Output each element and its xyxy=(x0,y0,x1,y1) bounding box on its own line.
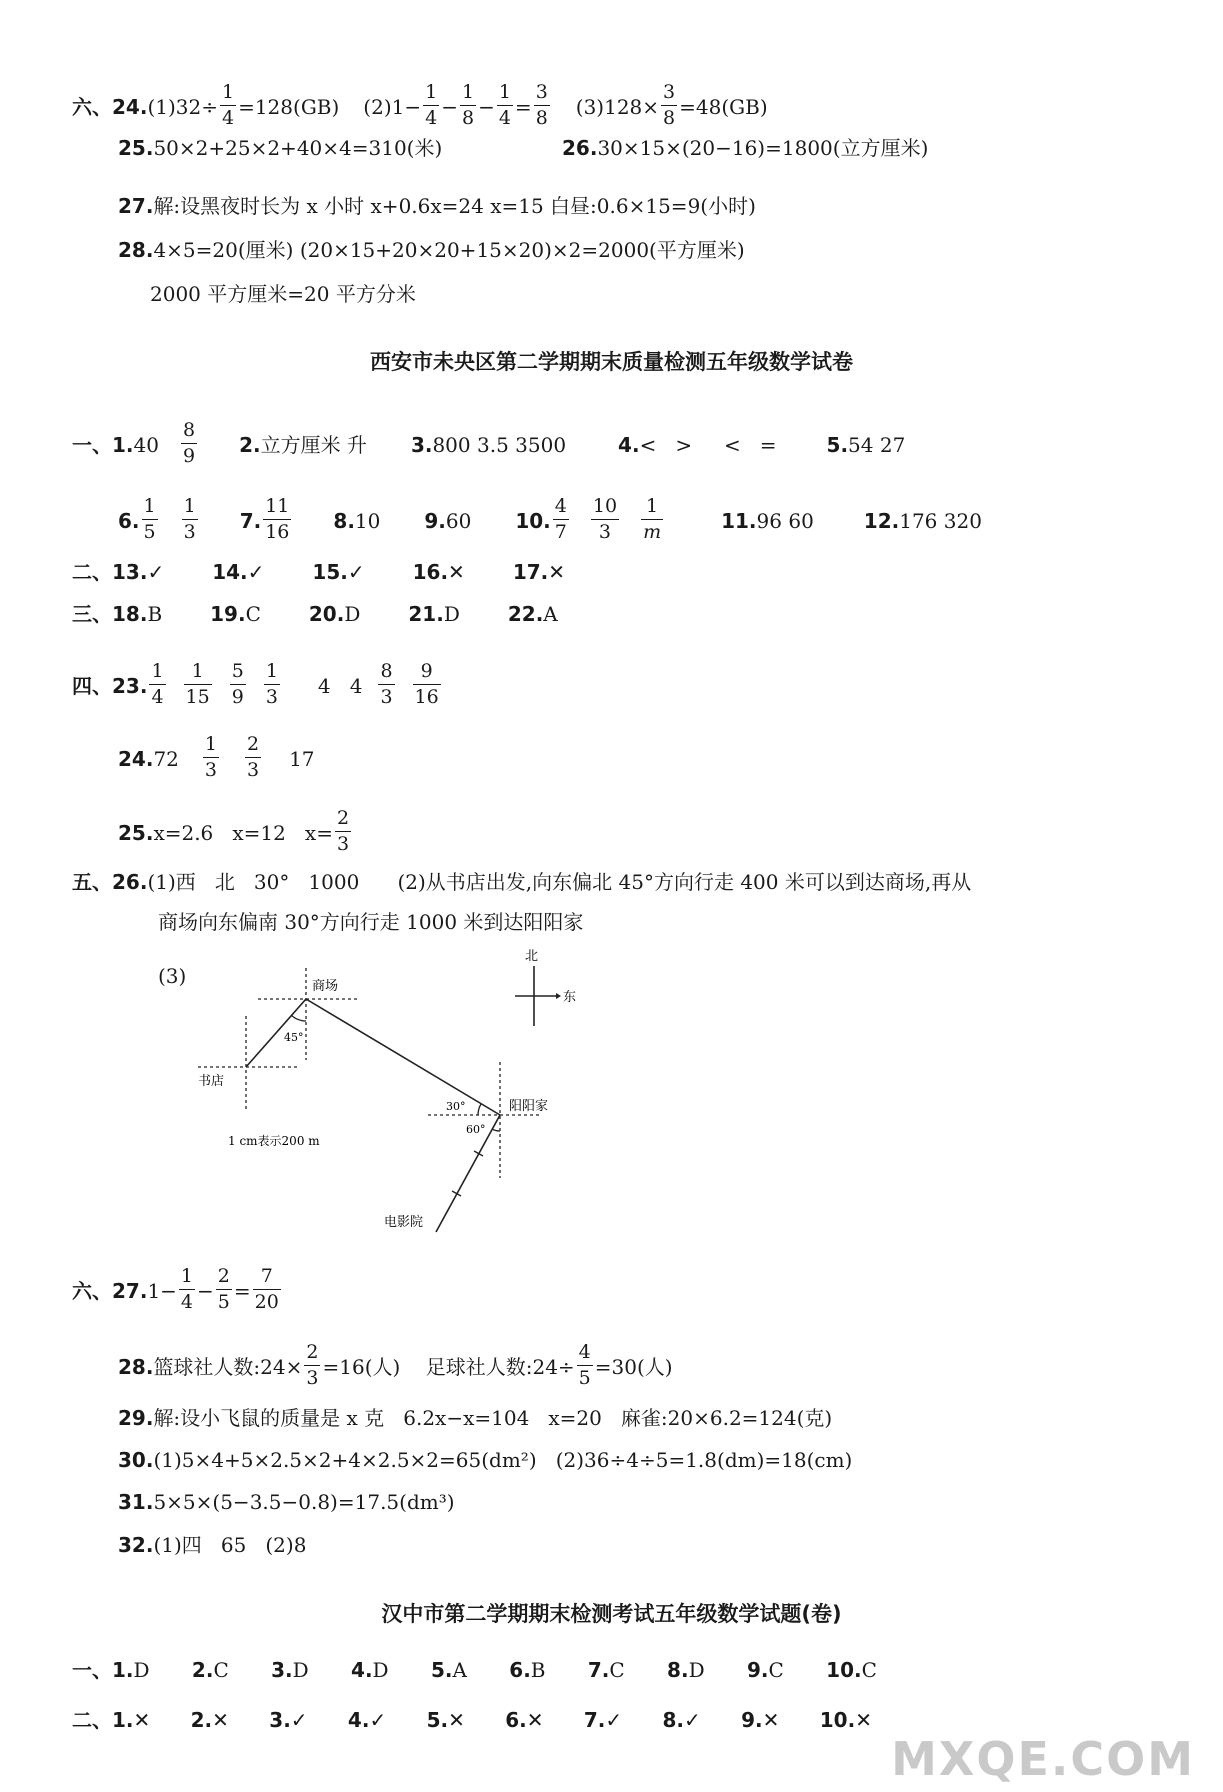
answer-6-31: 31.5×5×(5−3.5−0.8)=17.5(dm³) xyxy=(118,1490,455,1514)
label-home: 阳阳家 xyxy=(509,1099,549,1114)
answer-6-29: 29.解:设小飞鼠的质量是 x 克 6.2x−x=104 x=20 麻雀:20×6.2=124(克) xyxy=(118,1406,833,1430)
label-north: 北 xyxy=(525,949,539,964)
fraction: $\frac{1}{4}$ xyxy=(425,81,438,129)
fraction: $\frac{1}{4}$ xyxy=(498,81,511,129)
label-angle-60: 60° xyxy=(466,1123,486,1136)
answer-6-24: 六、24.(1)32÷ $\frac{1}{4}$ =128(GB) (2)1− $\frac{1}{4}$ − $\frac{1}{8}$ − $\frac{1}{4}$ = $\frac{3}{8}$ (3)128× $\frac{3}{8}$ =48(GB) xyxy=(72,81,768,129)
label-scale: 1 cm表示200 m xyxy=(228,1134,320,1148)
label-cinema: 电影院 xyxy=(384,1215,424,1230)
answer-1-6-row: 6. $\frac{1}{5}$ $\frac{1}{3}$ 7. $\frac{11}{16}$ 8.10 9.60 10. $\frac{4}{7}$ $\frac{10}{3}$ $\frac{1}{m}$ 11.96 60 12.176 320 xyxy=(118,495,982,543)
section-title-xian: 西安市未央区第二学期期末质量检测五年级数学试卷 xyxy=(370,350,853,374)
label-bookstore: 书店 xyxy=(198,1074,225,1089)
answer-row-choice: 一、1.D 2.C 3.D 4.D 5.A 6.B 7.C 8.D 9.C 10.C xyxy=(72,1658,877,1682)
answer-3-18-row: 三、18.B 19.C 20.D 21.D 22.A xyxy=(72,602,558,626)
answer-26: 26.30×15×(20−16)=1800(立方厘米) xyxy=(562,136,929,160)
section-title-hanzhong: 汉中市第二学期期末检测考试五年级数学试题(卷) xyxy=(381,1602,842,1626)
answer-1-1-row: 一、1.40 $\frac{8}{9}$ 2.立方厘米 升 3.800 3.5 3500 4.< > < = 5.54 27 xyxy=(72,419,906,467)
answer-4-23: 四、23. $\frac{1}{4}$ $\frac{1}{15}$ $\frac{5}{9}$ $\frac{1}{3}$ 4 4 $\frac{8}{3}$ $\frac{9}{16}$ xyxy=(72,660,439,708)
path-shop-to-home xyxy=(306,999,500,1115)
fraction: $\frac{3}{8}$ xyxy=(663,81,676,129)
angle-arc-30 xyxy=(478,1104,481,1115)
answer-28-line2: 2000 平方厘米=20 平方分米 xyxy=(150,282,416,306)
answer-2-13-row: 二、13.✓ 14.✓ 15.✓ 16.✕ 17.✕ xyxy=(72,560,566,584)
fraction: $\frac{3}{8}$ xyxy=(535,81,548,129)
answer-5-26: 五、26.(1)西 北 30° 1000 (2)从书店出发,向东偏北 45°方向行走 400 米可以到达商场,再从 xyxy=(72,870,972,894)
answer-4-25: 25.x=2.6 x=12 x= $\frac{2}{3}$ xyxy=(118,807,350,855)
answer-6-32: 32.(1)四 65 (2)8 xyxy=(118,1533,307,1557)
compass-arrow-icon xyxy=(556,993,561,999)
angle-arc-60 xyxy=(492,1129,500,1131)
answer-28: 28.4×5=20(厘米) (20×15+20×20+15×20)×2=2000(平方厘米) xyxy=(118,238,745,262)
label-angle-45: 45° xyxy=(284,1031,304,1044)
answer-6-28: 28.篮球社人数:24× $\frac{2}{3}$ =16(人) 足球社人数:24÷ $\frac{4}{5}$ =30(人) xyxy=(118,1341,673,1389)
answer-row-judgement: 二、1.✕ 2.✕ 3.✓ 4.✓ 5.✕ 6.✕ 7.✓ 8.✓ 9.✕ 10.✕ xyxy=(72,1708,872,1732)
answer-4-24: 24.72 $\frac{1}{3}$ $\frac{2}{3}$ 17 xyxy=(118,733,315,781)
answer-25: 25.50×2+25×2+40×4=310(米) xyxy=(118,136,443,160)
answer-6-30: 30.(1)5×4+5×2.5×2+4×2.5×2=65(dm²) (2)36÷4÷5=1.8(dm)=18(cm) xyxy=(118,1448,853,1472)
label-shop: 商场 xyxy=(312,979,339,994)
answer-6-27: 六、27.1− $\frac{1}{4}$ − $\frac{2}{5}$ = $\frac{7}{20}$ xyxy=(72,1265,279,1313)
label-east: 东 xyxy=(563,990,577,1005)
fraction: $\frac{8}{9}$ xyxy=(182,419,196,467)
answer-5-26-line2: 商场向东偏南 30°方向行走 1000 米到达阳阳家 xyxy=(158,910,584,934)
label-angle-30: 30° xyxy=(446,1100,466,1113)
watermark-logo: MXQE.COM xyxy=(891,1732,1195,1786)
answer-5-26-sub3: (3) xyxy=(158,964,187,988)
angle-arc-45 xyxy=(291,1015,306,1021)
answer-27: 27.解:设黑夜时长为 x 小时 x+0.6x=24 x=15 白昼:0.6×15=9(小时) xyxy=(118,194,756,218)
fraction: $\frac{1}{8}$ xyxy=(461,81,475,129)
fraction: $\frac{1}{4}$ xyxy=(221,81,235,129)
